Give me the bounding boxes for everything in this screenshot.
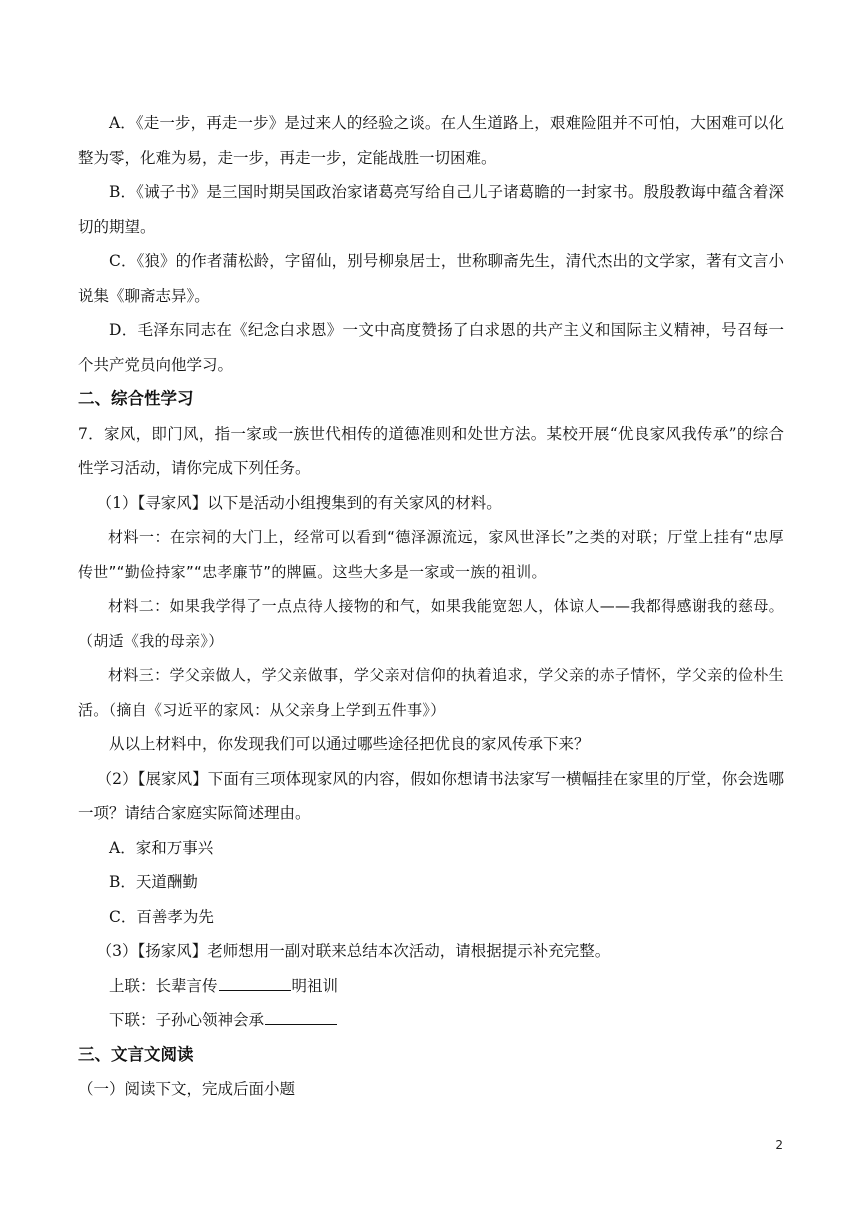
couplet-lower-blank xyxy=(265,1010,337,1025)
material-2: 材料二：如果我学得了一点点待人接物的和气，如果我能宽恕人，体谅人——我都得感谢我的慈母。（胡适《我的母亲》） xyxy=(78,597,784,650)
section-heading-classical-reading: 三、文言文阅读 xyxy=(78,1044,194,1064)
couplet-upper-blank xyxy=(219,976,291,991)
couplet-upper-suffix: 明祖训 xyxy=(291,976,339,995)
page-content xyxy=(78,106,784,1107)
option-c: C．《狼》的作者蒲松龄，字留仙，别号柳泉居士，世称聊斋先生，清代杰出的文学家，著有文言小说集《聊斋志异》。 xyxy=(78,252,784,305)
choice-b: B．天道酬勤 xyxy=(109,873,198,891)
option-d: D．毛泽东同志在《纪念白求恩》一文中高度赞扬了白求恩的共产主义和国际主义精神，号召每一个共产党员向他学习。 xyxy=(78,321,784,374)
reading-sub-intro: （一）阅读下文，完成后面小题 xyxy=(78,1080,296,1098)
option-b: B．《诫子书》是三国时期吴国政治家诸葛亮写给自己儿子诸葛瞻的一封家书。殷殷教诲中蕴含着深切的期望。 xyxy=(78,183,784,236)
couplet-upper xyxy=(78,969,784,1004)
task-2: （2）【展家风】下面有三项体现家风的内容，假如你想请书法家写一横幅挂在家里的厅堂，你会选哪一项？请结合家庭实际简述理由。 xyxy=(78,769,784,822)
couplet-lower xyxy=(78,1003,784,1038)
material-3: 材料三：学父亲做人，学父亲做事，学父亲对信仰的执着追求，学父亲的赤子情怀，学父亲的俭朴生活。（摘自《习近平的家风：从父亲身上学到五件事》） xyxy=(78,666,784,719)
option-a: A．《走一步，再走一步》是过来人的经验之谈。在人生道路上，艰难险阻并不可怕，大困难可以化整为零，化难为易，走一步，再走一步，定能战胜一切困难。 xyxy=(78,114,784,167)
question-7-intro: 7．家风，即门风，指一家或一族世代相传的道德准则和处世方法。某校开展“优良家风我传承”的综合性学习活动，请你完成下列任务。 xyxy=(78,424,784,477)
couplet-lower-prefix: 下联：子孙心领神会承 xyxy=(109,1011,265,1029)
material-1: 材料一：在宗祠的大门上，经常可以看到“德泽源流远，家风世泽长”之类的对联；厅堂上挂有“忠厚传世”“勤俭持家”“忠孝廉节”的牌匾。这些大多是一家或一族的祖训。 xyxy=(78,528,784,581)
choice-a: A．家和万事兴 xyxy=(109,838,214,857)
task-1: （1）【寻家风】以下是活动小组搜集到的有关家风的材料。 xyxy=(96,493,502,512)
task-3: （3）【扬家风】老师想用一副对联来总结本次活动，请根据提示补充完整。 xyxy=(96,942,611,960)
choice-c: C．百善孝为先 xyxy=(109,907,214,926)
couplet-upper-prefix: 上联：长辈言传 xyxy=(109,976,218,995)
question-1: 从以上材料中，你发现我们可以通过哪些途径把优良的家风传承下来？ xyxy=(109,735,590,753)
section-heading-integrated-learning: 二、综合性学习 xyxy=(78,389,194,408)
page-number: 2 xyxy=(775,1138,783,1152)
